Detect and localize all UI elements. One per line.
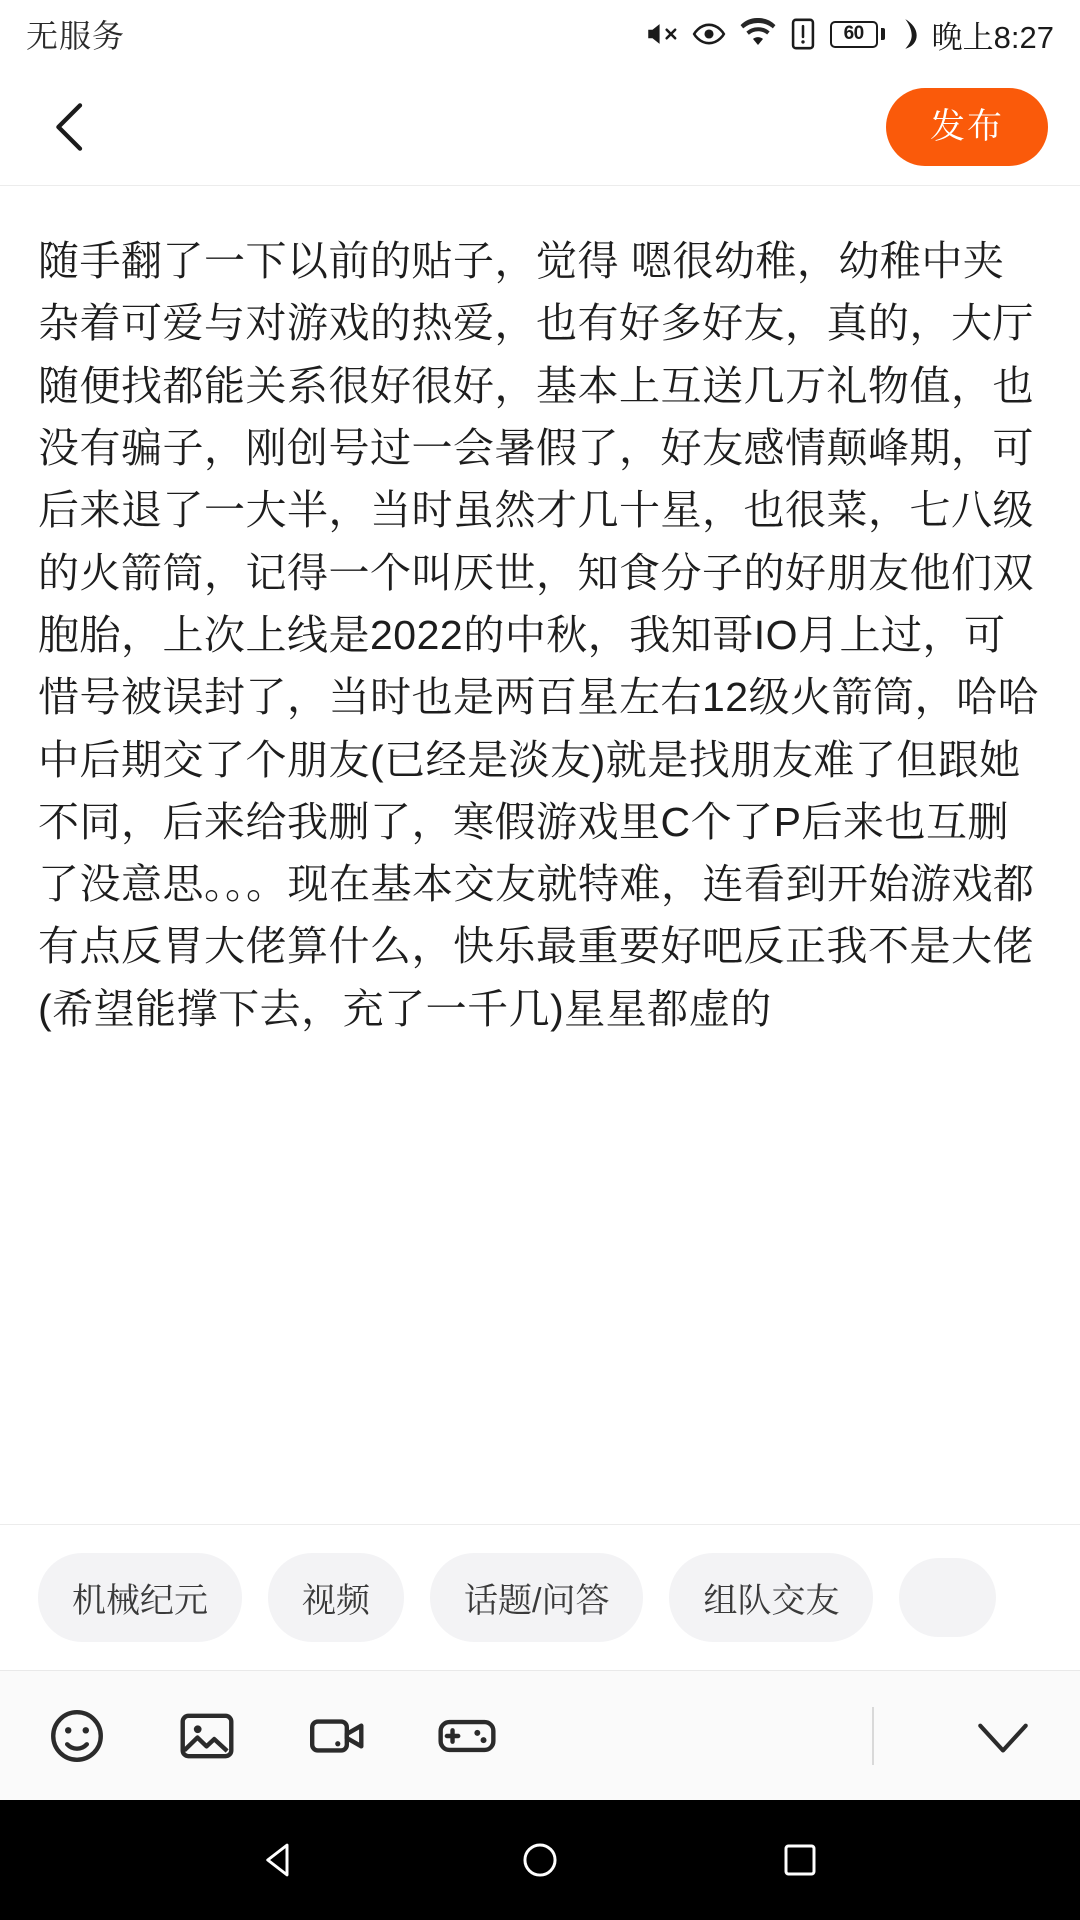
battery-cap	[881, 28, 885, 40]
tag-chip-partial[interactable]	[899, 1558, 995, 1637]
chevron-left-icon[interactable]	[36, 92, 106, 162]
tag-chip-bar	[0, 1524, 1080, 1670]
sim-alert-icon	[789, 17, 817, 51]
carrier-label: 无服务	[26, 18, 126, 54]
tag-chip[interactable]: 视频	[268, 1553, 404, 1642]
chevron-down-icon[interactable]	[966, 1699, 1040, 1773]
system-nav-bar	[0, 1800, 1080, 1920]
image-icon[interactable]	[170, 1699, 244, 1773]
editor-area[interactable]	[0, 186, 1080, 1524]
circle-home-icon[interactable]	[495, 1815, 585, 1905]
wifi-icon	[740, 18, 776, 50]
eye-icon	[691, 17, 727, 51]
charging-icon	[898, 17, 924, 51]
publish-button[interactable]: 发布	[886, 88, 1048, 166]
square-recents-icon[interactable]	[755, 1815, 845, 1905]
tag-chip[interactable]: 话题/问答	[430, 1553, 643, 1642]
toolbar-divider	[872, 1707, 874, 1765]
battery-icon	[830, 21, 885, 48]
clock-label: 晚上8:27	[931, 19, 1054, 55]
status-bar	[0, 0, 1080, 68]
editor-toolbar	[0, 1670, 1080, 1800]
mute-icon	[644, 17, 678, 51]
tag-chip[interactable]: 机械纪元	[38, 1553, 242, 1642]
video-icon[interactable]	[300, 1699, 374, 1773]
emoji-icon[interactable]	[40, 1699, 114, 1773]
status-icon-group	[644, 17, 924, 51]
battery-level-label: 60	[830, 21, 878, 48]
tag-chip[interactable]: 组队交友	[669, 1553, 873, 1642]
game-icon[interactable]	[430, 1699, 504, 1773]
tag-chip-list	[38, 1553, 1080, 1642]
post-text[interactable]: 随手翻了一下以前的贴子，觉得 嗯很幼稚，幼稚中夹杂着可爱与对游戏的热爱，也有好多好友，真的，大厅 随便找都能关系很好很好，基本上互送几万礼物值，也没有骗子，刚创号过一会暑假了，好友感情颠峰期，可后来退了一大半，当时虽然才几十星，也很菜，七八级的火箭筒，记得一个叫厌世，知食分子的好朋友他们双胞胎，上次上线是2022的中秋，我知哥IO月上过，可惜号被误封了，当时也是两百星左右12级火箭筒，哈哈中后期交了个朋友(已经是淡友)就是找朋友难了但跟她不同，后来给我删了，寒假游戏里C个了P后来也互删了没意思。。。现在基本交友就特难，连看到开始游戏都有点反胃大佬算什么，快乐最重要好吧反正我不是大佬(希望能撑下去，充了一千几)星星都虚的	[38, 238, 1046, 1032]
app-bar	[0, 68, 1080, 186]
triangle-back-icon[interactable]	[235, 1815, 325, 1905]
